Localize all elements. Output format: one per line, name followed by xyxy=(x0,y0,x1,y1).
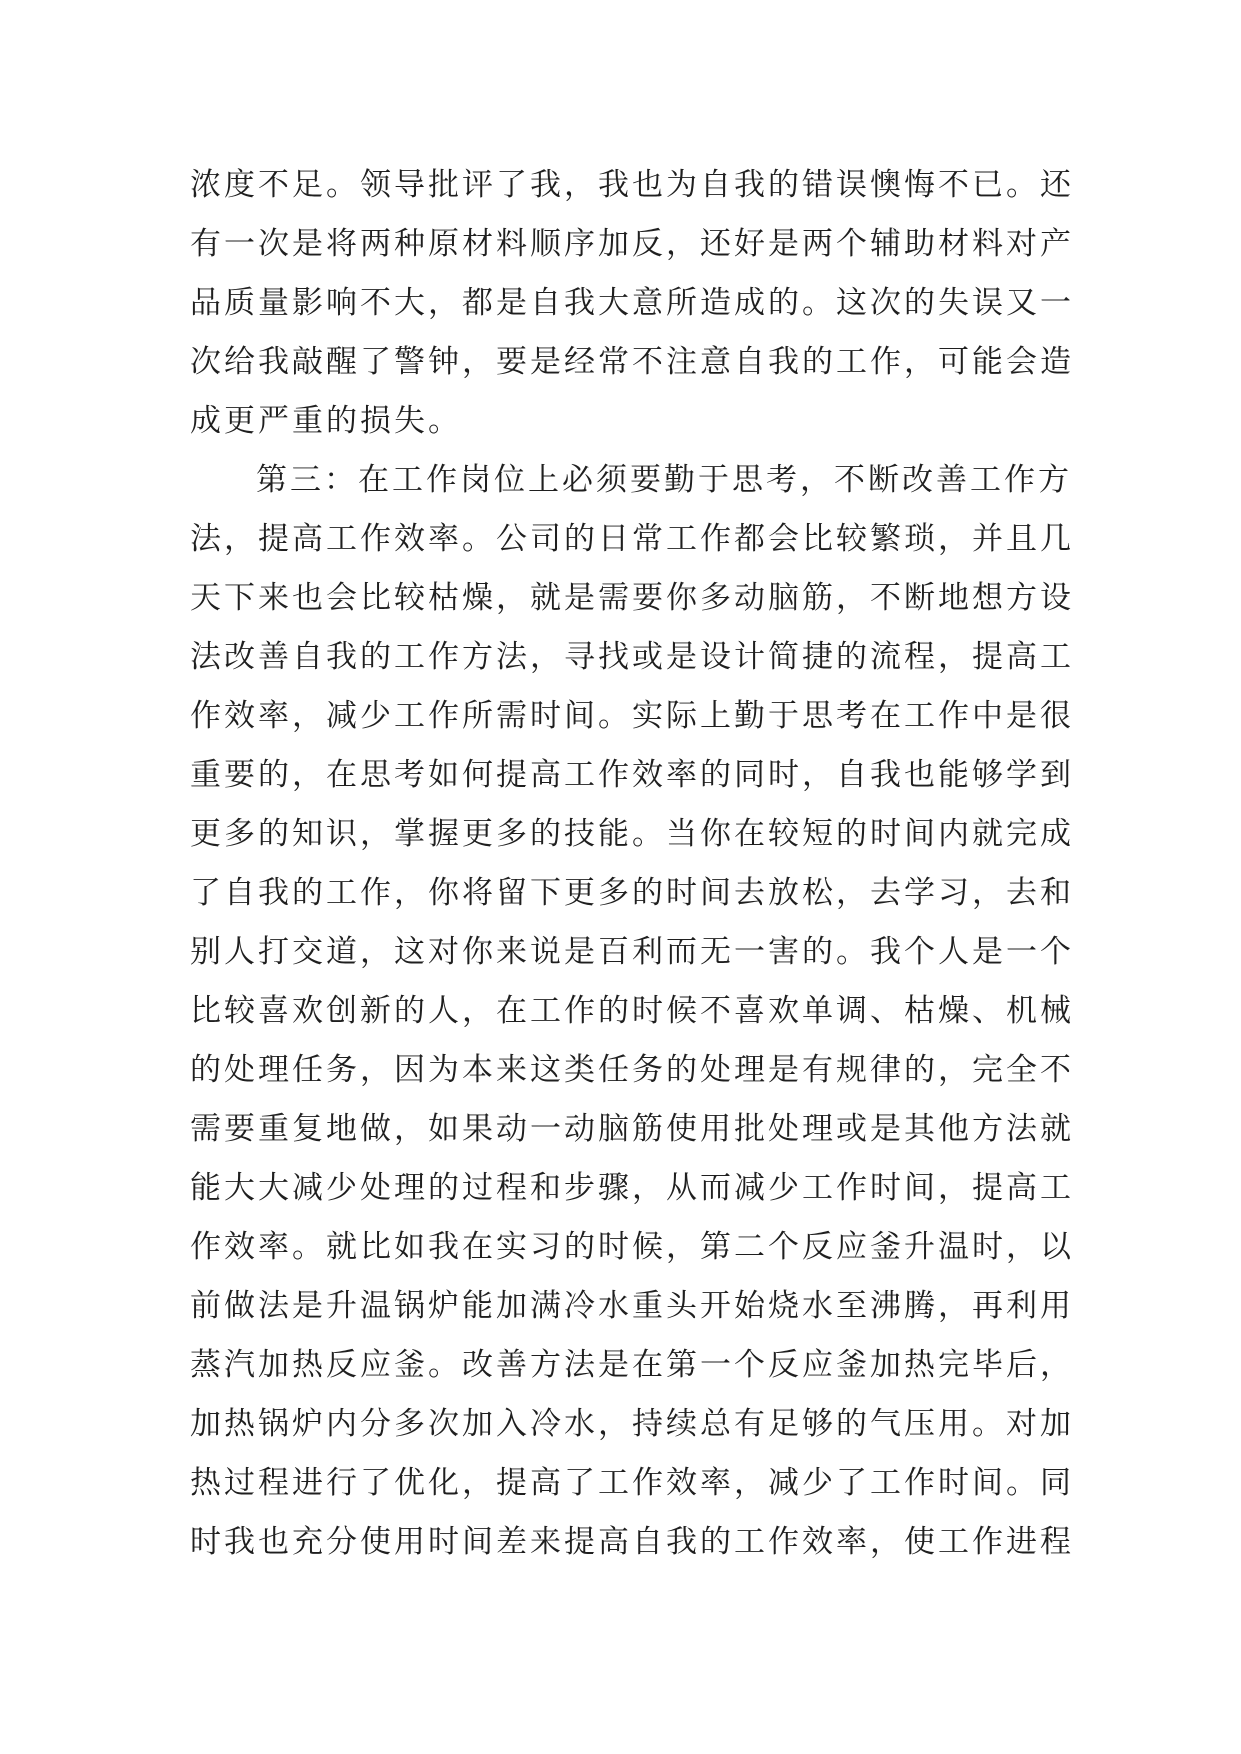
text-line: 有一次是将两种原材料顺序加反，还好是两个辅助材料对产 xyxy=(190,226,1074,262)
text-line: 法，提高工作效率。公司的日常工作都会比较繁琐，并且几 xyxy=(190,521,1074,557)
text-line: 别人打交道，这对你来说是百利而无一害的。我个人是一个 xyxy=(190,934,1074,970)
body-text xyxy=(190,156,1074,1572)
text-line: 热过程进行了优化，提高了工作效率，减少了工作时间。同 xyxy=(190,1465,1074,1501)
text-line: 比较喜欢创新的人，在工作的时候不喜欢单调、枯燥、机械 xyxy=(190,993,1074,1029)
text-line: 成更严重的损失。 xyxy=(190,403,462,439)
text-line: 加热锅炉内分多次加入冷水，持续总有足够的气压用。对加 xyxy=(190,1406,1074,1442)
text-line: 浓度不足。领导批评了我，我也为自我的错误懊悔不已。还 xyxy=(190,167,1074,203)
text-line: 更多的知识，掌握更多的技能。当你在较短的时间内就完成 xyxy=(190,816,1074,852)
text-line: 次给我敲醒了警钟，要是经常不注意自我的工作，可能会造 xyxy=(190,344,1074,380)
text-line: 天下来也会比较枯燥，就是需要你多动脑筋，不断地想方设 xyxy=(190,580,1074,616)
text-line: 法改善自我的工作方法，寻找或是设计简捷的流程，提高工 xyxy=(190,639,1074,675)
text-line: 重要的，在思考如何提高工作效率的同时，自我也能够学到 xyxy=(190,757,1074,793)
text-line: 时我也充分使用时间差来提高自我的工作效率，使工作进程 xyxy=(190,1524,1074,1560)
text-line: 了自我的工作，你将留下更多的时间去放松，去学习，去和 xyxy=(190,875,1074,911)
paragraph-start-line: 第三：在工作岗位上必须要勤于思考，不断改善工作方 xyxy=(256,462,1072,498)
text-line: 蒸汽加热反应釜。改善方法是在第一个反应釜加热完毕后， xyxy=(190,1347,1074,1383)
text-line: 作效率。就比如我在实习的时候，第二个反应釜升温时，以 xyxy=(190,1229,1074,1265)
text-line: 作效率，减少工作所需时间。实际上勤于思考在工作中是很 xyxy=(190,698,1074,734)
text-line: 的处理任务，因为本来这类任务的处理是有规律的，完全不 xyxy=(190,1052,1074,1088)
text-line: 需要重复地做，如果动一动脑筋使用批处理或是其他方法就 xyxy=(190,1111,1074,1147)
text-line: 品质量影响不大，都是自我大意所造成的。这次的失误又一 xyxy=(190,285,1074,321)
text-line: 前做法是升温锅炉能加满冷水重头开始烧水至沸腾，再利用 xyxy=(190,1288,1074,1324)
text-line: 能大大减少处理的过程和步骤，从而减少工作时间，提高工 xyxy=(190,1170,1074,1206)
